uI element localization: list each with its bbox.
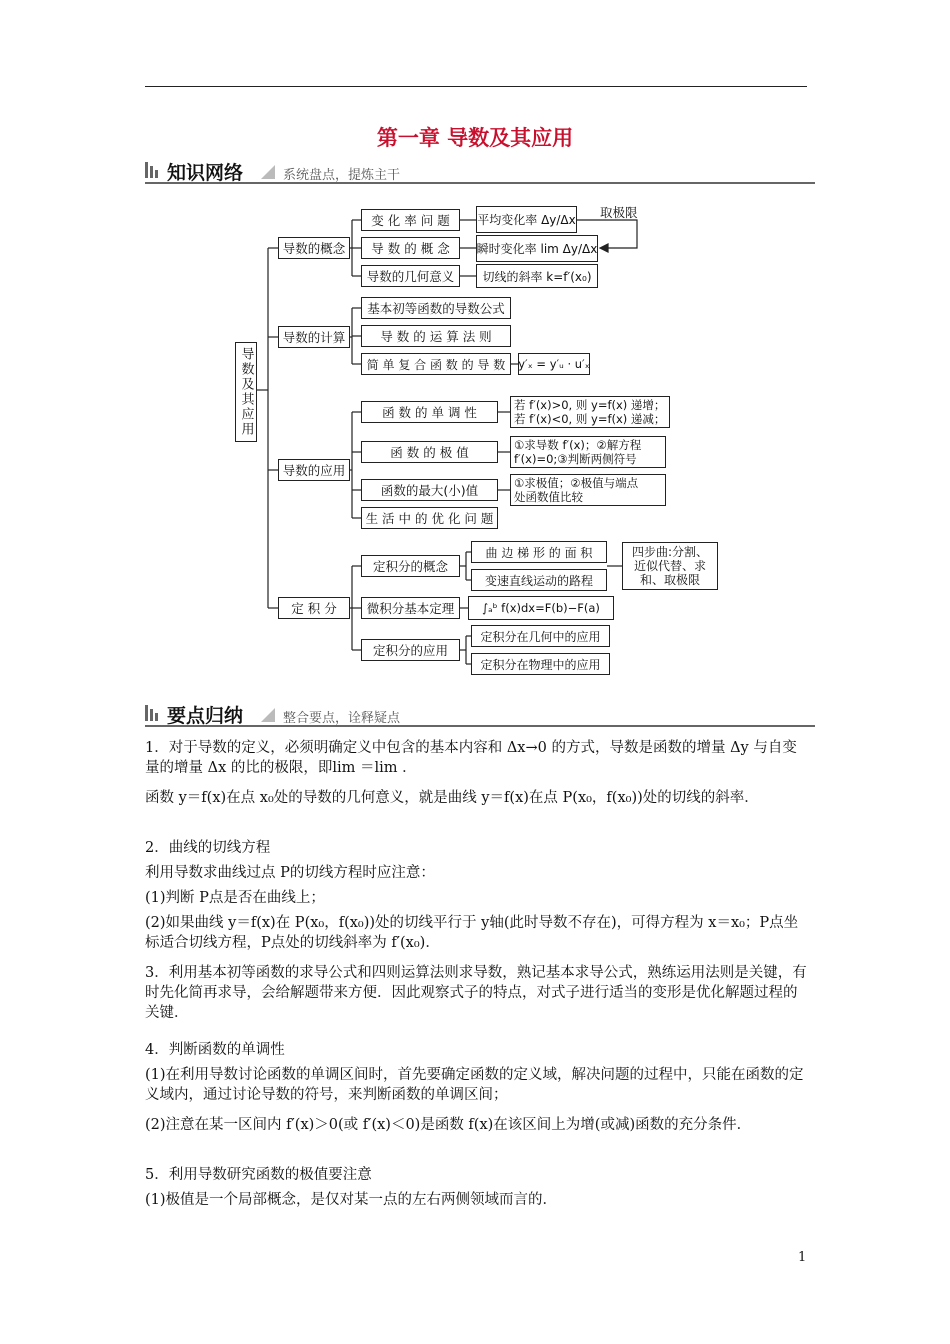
paragraph: 利用导数求曲线过点 P的切线方程时应注意： [145, 865, 435, 881]
integral-sub: 定积分在几何中的应用 [471, 625, 610, 647]
paragraph: 2．曲线的切线方程 [145, 840, 271, 856]
mindmap-root: 导数及其应用 [235, 342, 257, 442]
app-item: 生 活 中 的 优 化 问 题 [361, 507, 498, 529]
integral-item: 定积分的应用 [361, 639, 460, 661]
app-item: 函 数 的 极 值 [361, 441, 498, 463]
paragraph: (1)在利用导数讨论函数的单调区间时，首先要确定函数的定义域，解决问题的过程中，只能在函数的定义域内，通过讨论导数的符号，来判断函数的单调区间； [145, 1067, 804, 1103]
app-result: ①求导数 f′(x)；②解方程 f′(x)=0;③判断两侧符号 [510, 436, 666, 468]
paragraph: 函数 y＝f(x)在点 x₀处的导数的几何意义，就是曲线 y＝f(x)在点 P(x₀，f(x₀))处的切线的斜率． [145, 790, 759, 806]
paragraph: 3．利用基本初等函数的求导公式和四则运算法则求导数，熟记基本求导公式，熟练运用法则是关键，有时先化简再求导，会给解题带来方便．因此观察式子的特点，对式子进行适当的变形是优化解题过程的关键． [145, 965, 807, 1021]
page-number: 1 [798, 1250, 807, 1265]
chapter-title: 第一章 导数及其应用 [376, 126, 574, 150]
paragraph: (2)注意在某一区间内 f′(x)＞0(或 f′(x)＜0)是函数 f(x)在该区间上为增(或减)函数的充分条件． [145, 1117, 752, 1133]
section-title: 知识网络 [167, 162, 244, 184]
concept-item: 变 化 率 问 题 [361, 209, 460, 231]
integral-steps: 四步曲:分割、 近似代替、求 和、取极限 [622, 542, 718, 590]
concept-result: 平均变化率 Δy/Δx [476, 206, 577, 233]
section-title: 要点归纳 [167, 705, 244, 727]
concept-item: 导 数 的 概 念 [361, 237, 460, 259]
integral-sub: 变速直线运动的路程 [471, 569, 607, 591]
concept-result: 切线的斜率 k=f′(x₀) [476, 264, 598, 288]
paragraph: 1．对于导数的定义，必须明确定义中包含的基本内容和 Δx→0 的方式，导数是函数的增量 Δy 与自变量的增量 Δx 的比的极限，即lim ＝lim ． [145, 740, 797, 776]
integral-item: 定积分的概念 [361, 555, 460, 577]
app-item: 函数的最大(小)值 [361, 479, 498, 501]
concept-item: 导数的几何意义 [361, 265, 460, 287]
paragraph: 5．利用导数研究函数的极值要注意 [145, 1167, 372, 1183]
section-header-keypoints [145, 701, 815, 727]
app-result: 若 f′(x)>0, 则 y=f(x) 递增； 若 f′(x)<0, 则 y=f(x) 递减； [510, 396, 670, 428]
paragraph: (1)极值是一个局部概念，是仅对某一点的左右两侧领域而言的． [145, 1192, 558, 1208]
limit-label: 取极限 [600, 205, 638, 220]
paragraph: (2)如果曲线 y＝f(x)在 P(x₀，f(x₀))处的切线平行于 y轴(此时导数不存在)，可得方程为 x＝x₀；P点坐标适合切线方程，P点处的切线斜率为 f′(x₀)． [145, 915, 799, 951]
section-subtitle: 系统盘点，提炼主干 [283, 168, 401, 183]
paragraph: (1)判断 P点是否在曲线上； [145, 890, 325, 906]
integral-theorem: ∫ₐᵇ f(x)dx=F(b)−F(a) [468, 596, 614, 620]
section-mark-icon [145, 705, 161, 721]
calc-item: 简 单 复 合 函 数 的 导 数 [361, 353, 511, 375]
integral-sub: 定积分在物理中的应用 [471, 653, 610, 675]
calc-item: 基本初等函数的导数公式 [361, 297, 511, 319]
branch-app: 导数的应用 [278, 459, 350, 481]
app-item: 函 数 的 单 调 性 [361, 401, 498, 423]
branch-concept: 导数的概念 [278, 237, 350, 259]
calc-result: y′ₓ = y′ᵤ · u′ₓ [518, 353, 590, 375]
integral-sub: 曲 边 梯 形 的 面 积 [471, 541, 607, 563]
integral-item: 微积分基本定理 [361, 597, 460, 619]
section-triangle-icon [261, 708, 275, 722]
concept-result: 瞬时变化率 lim Δy/Δx [476, 235, 598, 262]
branch-integral: 定 积 分 [278, 597, 350, 619]
calc-item: 导 数 的 运 算 法 则 [361, 325, 511, 347]
app-result: ①求极值；②极值与端点 处函数值比较 [510, 474, 666, 506]
section-subtitle: 整合要点，诠释疑点 [283, 711, 401, 726]
branch-calc: 导数的计算 [278, 326, 350, 348]
paragraph: 4．判断函数的单调性 [145, 1042, 285, 1058]
